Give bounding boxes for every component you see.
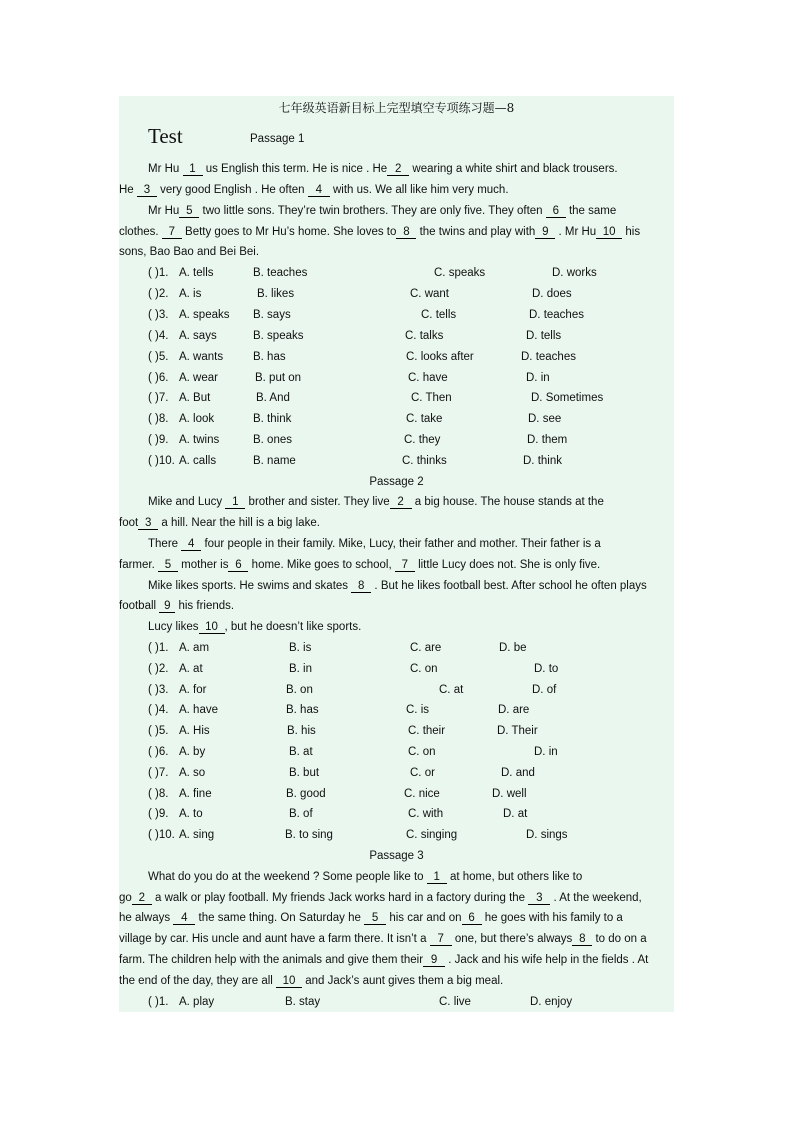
option-c[interactable]: C. singing — [406, 829, 458, 841]
option-c[interactable]: C. or — [410, 767, 435, 779]
option-a[interactable]: A. twins — [179, 434, 220, 446]
option-a[interactable]: A. calls — [179, 455, 217, 467]
option-b[interactable]: B. speaks — [253, 330, 304, 342]
blank[interactable]: 4 — [308, 184, 330, 197]
option-d[interactable]: D. teaches — [521, 351, 576, 363]
blank[interactable]: 6 — [546, 205, 566, 218]
option-b[interactable]: B. And — [256, 392, 290, 404]
option-c[interactable]: C. are — [410, 642, 442, 654]
blank[interactable]: 1 — [225, 496, 245, 509]
p2-text-line: Lucy likes 10 , but he doesn’t like sports. — [148, 621, 362, 633]
option-c[interactable]: C. with — [408, 808, 444, 820]
blank[interactable]: 2 — [387, 163, 409, 176]
option-a[interactable]: A. tells — [179, 267, 214, 279]
p1-text-line: He 3 very good English . He often 4 with us. We all like him very much. — [119, 184, 509, 196]
blank[interactable]: 2 — [390, 496, 412, 509]
option-a[interactable]: A. says — [179, 330, 217, 342]
blank[interactable]: 6 — [462, 912, 482, 925]
blank[interactable]: 7 — [430, 933, 452, 946]
blank[interactable]: 10 — [596, 226, 622, 239]
option-d[interactable]: D. in — [526, 372, 550, 384]
option-a[interactable]: A. But — [179, 392, 211, 404]
p1-text-line: Mr Hu 5 two little sons. They’re twin brothers. They are only five. They often 6 the same — [148, 205, 617, 217]
option-c[interactable]: C. looks after — [406, 351, 474, 363]
blank[interactable]: 9 — [535, 226, 555, 239]
option-b[interactable]: B. but — [289, 767, 320, 779]
p2-text-line: football 9 his friends. — [119, 600, 235, 612]
option-d[interactable]: D. tells — [526, 330, 562, 342]
option-a[interactable]: A. for — [179, 684, 207, 696]
option-d[interactable]: D. of — [532, 684, 557, 696]
option-a[interactable]: A. is — [179, 288, 202, 300]
blank[interactable]: 7 — [395, 559, 415, 572]
option-b[interactable]: B. is — [289, 642, 312, 654]
option-c[interactable]: C. on — [410, 663, 438, 675]
option-b[interactable]: B. on — [286, 684, 313, 696]
option-b[interactable]: B. at — [289, 746, 313, 758]
option-d[interactable]: D. Their — [497, 725, 538, 737]
option-c[interactable]: C. at — [439, 684, 464, 696]
option-d[interactable]: D. Sometimes — [531, 392, 604, 404]
worksheet-page: 七年级英语新目标上完型填空专项练习题—8 Test Passage 1 Mr Hu 1 us English this term. He is nice . He 2 wearing a white shirt and black trousers. He 3 very good English . He often 4 with us. We all like him very much. Mr Hu 5 two little sons. They’re twin brothers. They are only five. They often 6 the same clothes. 7 Betty goes to Mr Hu’s home. She loves to 8 the twins and play with 9 . Mr Hu 10 his sons, Bao Bao and Bei Bei. ( )1. A. tells B. teaches C. speaks D. works ( )2. A. is B. likes C. want D. does ( )3. A. speaks B. says C. tells D. teaches ( )4. A. says B. speaks C. talks D. tells ( )5. A. wants B. has C. looks after D. teaches ( )6. A. wear B. put on C. have D. in ( )7. A. But B. And C. Then D. Sometimes ( )8. A. look B. think C. take D. see ( )9. A. twins B. ones C. they D. them ( )10. A. calls B. name C. thinks D. think Passage 2 Mike and Lucy 1 brother and sister. They live 2 a big house. The house stands at the foot 3 a hill. Near the hill is a big lake. There 4 four people in their family. Mike, Lucy, their father and mother. Their father is a farmer. 5 mother is 6 home. Mike goes to school, 7 little Lucy does not. She is only five. Mike likes sports. He swims and skates 8 . But he likes football best. After school he often plays football 9 his friends. Lucy likes 10 , but he doesn’t like sports. ( )1. A. am B. is C. are D. be ( )2. A. at B. in C. on D. to ( )3. A. for B. on C. at D. of ( )4. A. have B. has C. is D. are ( )5. A. His B. his C. their D. Their ( )6. A. by B. at C. on D. in ( )7. A. so B. but C. or D. and ( )8. A. fine B. good C. nice D. well ( )9. A. to B. of C. with D. at ( )10. A. sing B. to sing C. singing D. sings Passage 3 What do you do at the weekend ? Some people like to 1 at home, but others like to go 2 a walk or play football. My friends Jack works hard in a factory during the 3 . At the weekend, he always 4 the same thing. On Saturday he 5 his car and on 6 he goes with his family to a village by car. His uncle and aunt have a farm there. It isn’t a 7 one, but there’s always 8 to do on a farm. The children help with the animals and give them their 9 . Jack and his wife help in the fields . At the end of the day, they are all 10 and Jack’s aunt gives them a big meal. ( )1. A. play B. stay C. live D. enjoy — [119, 96, 674, 1012]
option-b[interactable]: B. has — [253, 351, 286, 363]
option-d[interactable]: D. and — [501, 767, 535, 779]
option-c[interactable]: C. they — [404, 434, 441, 446]
blank[interactable]: 4 — [181, 538, 201, 551]
option-b[interactable]: B. name — [253, 455, 296, 467]
option-a[interactable]: A. am — [179, 642, 210, 654]
blank[interactable]: 8 — [351, 580, 371, 593]
p3-text-line: farm. The children help with the animals and give them their 9 . Jack and his wife help in the fields . At — [119, 954, 649, 966]
blank[interactable]: 1 — [183, 163, 203, 176]
test-heading: Test — [148, 124, 183, 148]
p3-text-line: he always 4 the same thing. On Saturday he 5 his car and on 6 he goes with his family to a — [119, 912, 623, 924]
option-c[interactable]: C. take — [406, 413, 443, 425]
blank[interactable]: 8 — [572, 933, 592, 946]
option-b[interactable]: B. has — [286, 704, 319, 716]
option-c[interactable]: C. their — [408, 725, 446, 737]
option-d[interactable]: D. at — [503, 808, 528, 820]
blank[interactable]: 5 — [179, 205, 199, 218]
option-d[interactable]: D. them — [527, 434, 568, 446]
option-a[interactable]: A. fine — [179, 788, 212, 800]
option-a[interactable]: A. by — [179, 746, 206, 758]
p2-text-line: Mike and Lucy 1 brother and sister. They live 2 a big house. The house stands at the — [148, 496, 604, 508]
p3-text-line: village by car. His uncle and aunt have a farm there. It isn’t a 7 one, but there’s always 8 to do on a — [119, 933, 647, 945]
blank[interactable]: 7 — [162, 226, 182, 239]
option-a[interactable]: A. at — [179, 663, 203, 675]
p2-text-line: farmer. 5 mother is 6 home. Mike goes to school, 7 little Lucy does not. She is only five. — [119, 559, 601, 571]
passage-2-label: Passage 2 — [369, 476, 424, 488]
option-b[interactable]: B. to sing — [285, 829, 333, 841]
option-c[interactable]: C. live — [439, 996, 471, 1008]
option-c[interactable]: C. on — [408, 746, 436, 758]
option-d[interactable]: D. think — [523, 455, 562, 467]
p3-text-line: go 2 a walk or play football. My friends Jack works hard in a factory during the 3 . At the weekend, — [119, 892, 642, 904]
option-d[interactable]: D. does — [532, 288, 572, 300]
option-a[interactable]: A. look — [179, 413, 215, 425]
option-d[interactable]: D. to — [534, 663, 559, 675]
option-c[interactable]: C. Then — [411, 392, 452, 404]
blank[interactable]: 4 — [173, 912, 195, 925]
p2-text-line: foot 3 a hill. Near the hill is a big lake. — [119, 517, 320, 529]
p2-text-line: There 4 four people in their family. Mike, Lucy, their father and mother. Their father is a — [148, 538, 601, 550]
page-title: 七年级英语新目标上完型填空专项练习题—8 — [278, 101, 515, 115]
blank[interactable]: 8 — [396, 226, 416, 239]
blank[interactable]: 1 — [427, 871, 447, 884]
option-d[interactable]: D. in — [534, 746, 558, 758]
option-c[interactable]: C. thinks — [402, 455, 447, 467]
option-a[interactable]: A. have — [179, 704, 218, 716]
option-d[interactable]: D. works — [552, 267, 597, 279]
passage-1-label: Passage 1 — [250, 133, 305, 145]
option-b[interactable]: B. of — [289, 808, 313, 820]
blank[interactable]: 5 — [158, 559, 178, 572]
blank[interactable]: 9 — [423, 954, 445, 967]
blank[interactable]: 3 — [138, 517, 158, 530]
blank[interactable]: 9 — [159, 600, 175, 613]
passage-3-label: Passage 3 — [369, 850, 424, 862]
option-c[interactable]: C. talks — [405, 330, 444, 342]
option-b[interactable]: B. says — [253, 309, 291, 321]
p1-text-line: Mr Hu 1 us English this term. He is nice . He 2 wearing a white shirt and black trousers. — [148, 163, 618, 175]
option-d[interactable]: D. are — [498, 704, 530, 716]
option-c[interactable]: C. have — [408, 372, 448, 384]
option-d[interactable]: D. well — [492, 788, 527, 800]
option-d[interactable]: D. sings — [526, 829, 568, 841]
blank[interactable]: 5 — [364, 912, 386, 925]
option-c[interactable]: C. is — [406, 704, 429, 716]
option-b[interactable]: B. in — [289, 663, 313, 675]
option-a[interactable]: A. wants — [179, 351, 224, 363]
option-a[interactable]: A. speaks — [179, 309, 230, 321]
option-b[interactable]: B. ones — [253, 434, 292, 446]
p3-text-line: the end of the day, they are all 10 and Jack’s aunt gives them a big meal. — [119, 975, 504, 987]
option-c[interactable]: C. speaks — [434, 267, 486, 279]
option-a[interactable]: A. to — [179, 808, 203, 820]
blank[interactable]: 3 — [528, 892, 550, 905]
option-c[interactable]: C. want — [410, 288, 449, 300]
option-a[interactable]: A. wear — [179, 372, 218, 384]
option-c[interactable]: C. nice — [404, 788, 440, 800]
option-b[interactable]: B. likes — [257, 288, 295, 300]
option-d[interactable]: D. see — [528, 413, 562, 425]
option-b[interactable]: B. think — [253, 413, 292, 425]
blank[interactable]: 3 — [137, 184, 157, 197]
p1-text-line: sons, Bao Bao and Bei Bei. — [119, 246, 260, 258]
option-b[interactable]: B. teaches — [253, 267, 308, 279]
option-a[interactable]: A. His — [179, 725, 210, 737]
option-d[interactable]: D. teaches — [529, 309, 584, 321]
option-b[interactable]: B. stay — [285, 996, 321, 1008]
option-b[interactable]: B. put on — [255, 372, 302, 384]
option-b[interactable]: B. his — [287, 725, 316, 737]
blank[interactable]: 6 — [228, 559, 248, 572]
blank[interactable]: 10 — [199, 621, 225, 634]
blank[interactable]: 10 — [276, 975, 302, 988]
p2-text-line: Mike likes sports. He swims and skates 8 . But he likes football best. After school he often plays — [148, 580, 647, 592]
option-d[interactable]: D. be — [499, 642, 527, 654]
p3-text-line: What do you do at the weekend ? Some people like to 1 at home, but others like to — [148, 871, 583, 883]
option-a[interactable]: A. sing — [179, 829, 215, 841]
option-c[interactable]: C. tells — [421, 309, 457, 321]
p1-text-line: clothes. 7 Betty goes to Mr Hu’s home. She loves to 8 the twins and play with 9 . Mr Hu 10 his — [119, 226, 641, 238]
option-a[interactable]: A. so — [179, 767, 206, 779]
option-b[interactable]: B. good — [286, 788, 326, 800]
blank[interactable]: 2 — [132, 892, 152, 905]
option-a[interactable]: A. play — [179, 996, 215, 1008]
option-d[interactable]: D. enjoy — [530, 996, 573, 1008]
